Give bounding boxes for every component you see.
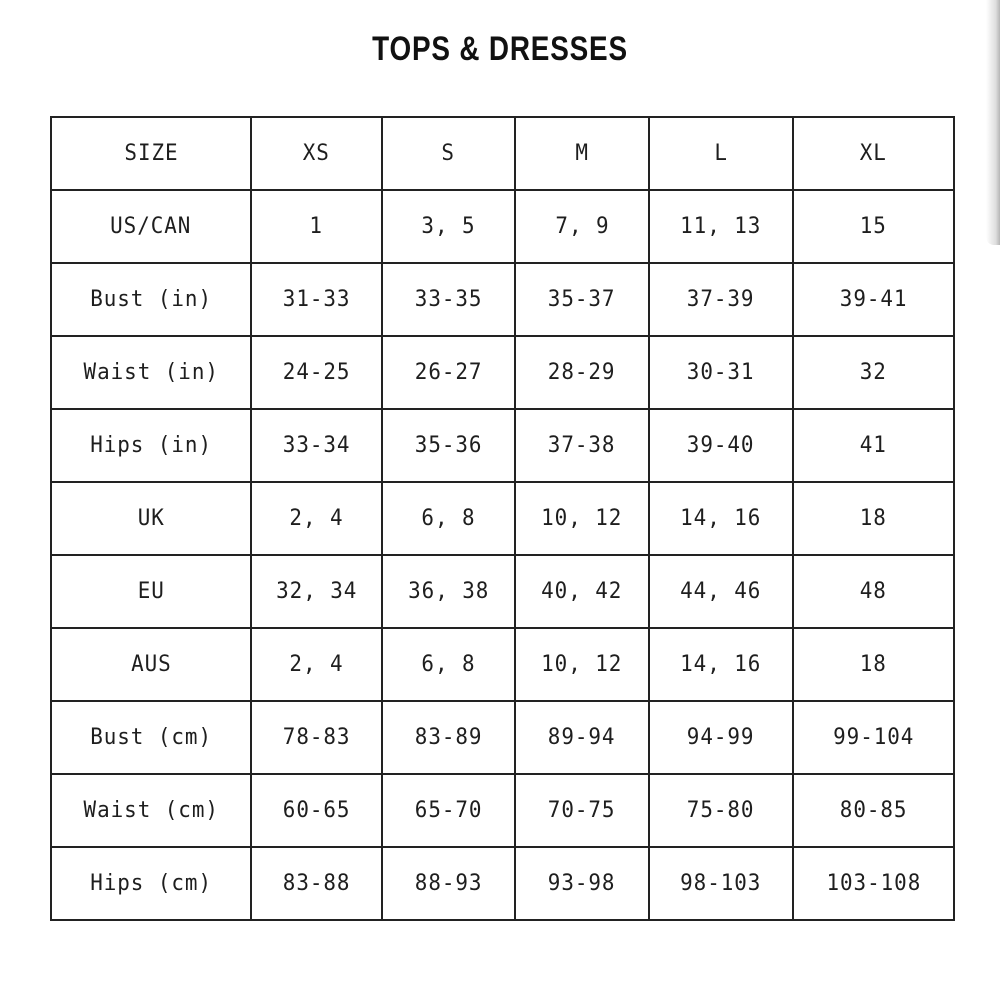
table-cell: 18 <box>793 482 954 555</box>
row-label-cell: Bust (in) <box>51 263 251 336</box>
table-row <box>51 847 954 920</box>
table-cell: 40, 42 <box>515 555 649 628</box>
table-cell: 2, 4 <box>251 628 382 701</box>
table-cell: 48 <box>793 555 954 628</box>
row-label-cell: Waist (cm) <box>51 774 251 847</box>
table-row <box>51 774 954 847</box>
table-cell: 41 <box>793 409 954 482</box>
table-cell: 31-33 <box>251 263 382 336</box>
table-row <box>51 555 954 628</box>
scroll-edge-shadow <box>986 0 1000 245</box>
header-cell: XS <box>251 117 382 190</box>
table-cell: 14, 16 <box>649 482 793 555</box>
row-label-cell: AUS <box>51 628 251 701</box>
table-cell: 10, 12 <box>515 482 649 555</box>
table-cell: 98-103 <box>649 847 793 920</box>
table-cell: 88-93 <box>382 847 515 920</box>
header-cell: S <box>382 117 515 190</box>
header-cell: M <box>515 117 649 190</box>
header-cell: XL <box>793 117 954 190</box>
table-cell: 39-40 <box>649 409 793 482</box>
table-cell: 44, 46 <box>649 555 793 628</box>
table-cell: 83-88 <box>251 847 382 920</box>
table-row <box>51 263 954 336</box>
table-cell: 11, 13 <box>649 190 793 263</box>
table-cell: 6, 8 <box>382 628 515 701</box>
table-cell: 33-35 <box>382 263 515 336</box>
table-header-row <box>51 117 954 190</box>
table-cell: 1 <box>251 190 382 263</box>
table-cell: 18 <box>793 628 954 701</box>
table-cell: 35-36 <box>382 409 515 482</box>
table-cell: 24-25 <box>251 336 382 409</box>
table-row <box>51 482 954 555</box>
header-cell: L <box>649 117 793 190</box>
table-cell: 7, 9 <box>515 190 649 263</box>
table-cell: 37-39 <box>649 263 793 336</box>
table-cell: 30-31 <box>649 336 793 409</box>
table-cell: 3, 5 <box>382 190 515 263</box>
header-cell: SIZE <box>51 117 251 190</box>
table-cell: 78-83 <box>251 701 382 774</box>
row-label-cell: UK <box>51 482 251 555</box>
table-cell: 60-65 <box>251 774 382 847</box>
row-label-cell: Waist (in) <box>51 336 251 409</box>
table-cell: 10, 12 <box>515 628 649 701</box>
row-label-cell: EU <box>51 555 251 628</box>
table-cell: 36, 38 <box>382 555 515 628</box>
table-row <box>51 701 954 774</box>
table-cell: 14, 16 <box>649 628 793 701</box>
table-cell: 93-98 <box>515 847 649 920</box>
table-cell: 99-104 <box>793 701 954 774</box>
table-cell: 32, 34 <box>251 555 382 628</box>
table-row <box>51 190 954 263</box>
table-cell: 2, 4 <box>251 482 382 555</box>
table-cell: 35-37 <box>515 263 649 336</box>
table-cell: 37-38 <box>515 409 649 482</box>
table-row <box>51 336 954 409</box>
table-cell: 103-108 <box>793 847 954 920</box>
table-cell: 39-41 <box>793 263 954 336</box>
table-cell: 15 <box>793 190 954 263</box>
table-cell: 65-70 <box>382 774 515 847</box>
table-cell: 80-85 <box>793 774 954 847</box>
table-cell: 89-94 <box>515 701 649 774</box>
row-label-cell: Bust (cm) <box>51 701 251 774</box>
page-title: TOPS & DRESSES <box>372 30 628 68</box>
table-cell: 32 <box>793 336 954 409</box>
table-cell: 94-99 <box>649 701 793 774</box>
table-cell: 26-27 <box>382 336 515 409</box>
table-cell: 33-34 <box>251 409 382 482</box>
size-chart-table <box>50 116 955 921</box>
table-row <box>51 409 954 482</box>
table-cell: 6, 8 <box>382 482 515 555</box>
table-cell: 70-75 <box>515 774 649 847</box>
row-label-cell: Hips (in) <box>51 409 251 482</box>
table-cell: 83-89 <box>382 701 515 774</box>
table-cell: 75-80 <box>649 774 793 847</box>
table-row <box>51 628 954 701</box>
table-cell: 28-29 <box>515 336 649 409</box>
row-label-cell: US/CAN <box>51 190 251 263</box>
row-label-cell: Hips (cm) <box>51 847 251 920</box>
